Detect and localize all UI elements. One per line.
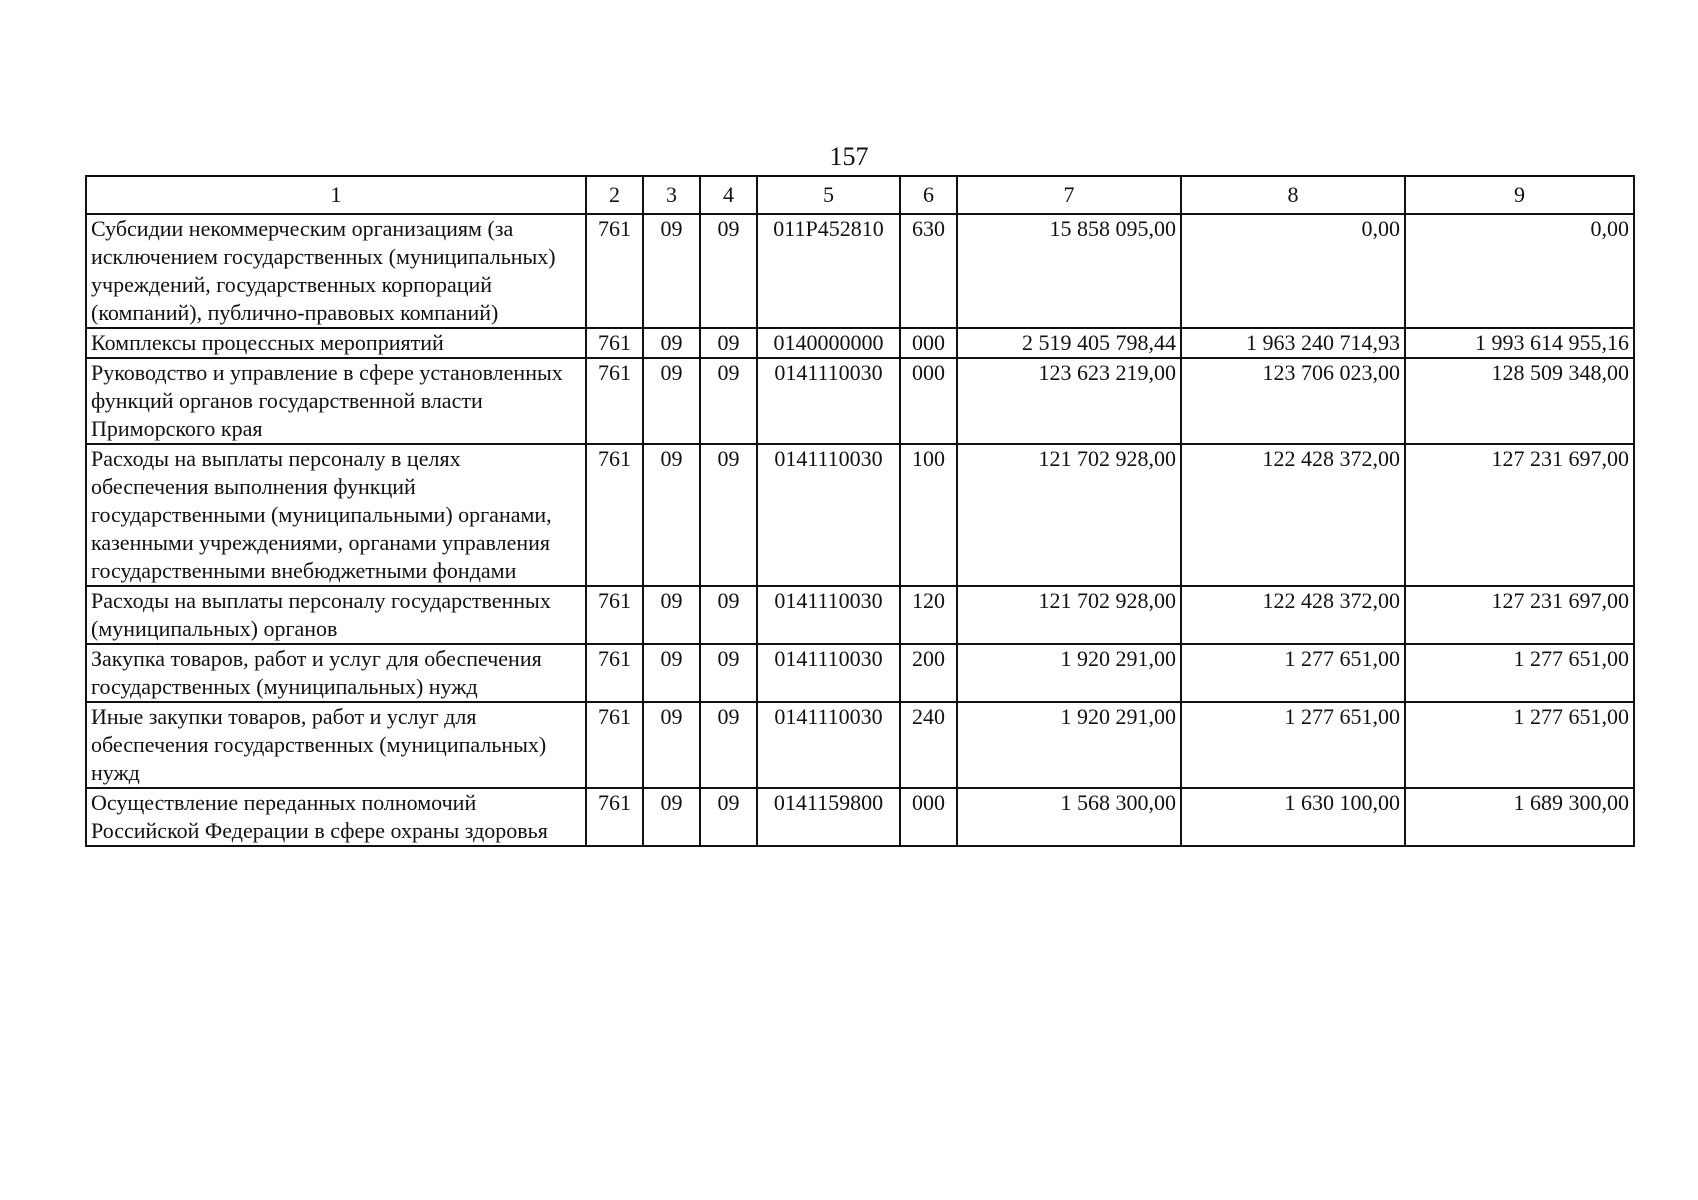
row-sum-3: 1 993 614 955,16 [1405, 328, 1634, 358]
table-row [86, 328, 1634, 358]
row-rz: 09 [643, 586, 700, 644]
column-header: 6 [900, 176, 957, 214]
row-rz: 09 [643, 214, 700, 328]
row-vr: 000 [900, 328, 957, 358]
row-csr: 0141110030 [757, 702, 900, 788]
row-csr: 0141110030 [757, 644, 900, 702]
row-rz: 09 [643, 328, 700, 358]
row-pr: 09 [700, 214, 757, 328]
table-row [86, 444, 1634, 586]
row-name: Руководство и управление в сфере установленных функций органов государственной власти Приморского края [86, 358, 586, 444]
row-csr: 0141110030 [757, 444, 900, 586]
column-header: 3 [643, 176, 700, 214]
row-pr: 09 [700, 328, 757, 358]
row-sum-2: 122 428 372,00 [1181, 586, 1405, 644]
column-header: 1 [86, 176, 586, 214]
table-row [86, 702, 1634, 788]
column-header: 9 [1405, 176, 1634, 214]
row-csr: 0140000000 [757, 328, 900, 358]
budget-table [85, 175, 1635, 847]
column-header: 5 [757, 176, 900, 214]
row-sum-3: 1 689 300,00 [1405, 788, 1634, 846]
row-name: Закупка товаров, работ и услуг для обеспечения государственных (муниципальных) нужд [86, 644, 586, 702]
row-vr: 120 [900, 586, 957, 644]
row-sum-2: 122 428 372,00 [1181, 444, 1405, 586]
row-sum-1: 123 623 219,00 [957, 358, 1181, 444]
column-number-row [86, 176, 1634, 214]
row-name: Расходы на выплаты персоналу в целях обеспечения выполнения функций государственными (муниципальными) органами, казенными учреждениями, органами управления государственными внебюджетными фондами [86, 444, 586, 586]
row-csr: 0141110030 [757, 586, 900, 644]
row-pr: 09 [700, 444, 757, 586]
row-name: Иные закупки товаров, работ и услуг для обеспечения государственных (муниципальных) нужд [86, 702, 586, 788]
row-sum-2: 1 630 100,00 [1181, 788, 1405, 846]
row-sum-1: 2 519 405 798,44 [957, 328, 1181, 358]
column-header: 8 [1181, 176, 1405, 214]
row-csr: 0141110030 [757, 358, 900, 444]
row-vr: 000 [900, 788, 957, 846]
row-sum-1: 1 568 300,00 [957, 788, 1181, 846]
row-ved: 761 [586, 586, 643, 644]
row-rz: 09 [643, 788, 700, 846]
row-ved: 761 [586, 444, 643, 586]
table-row [86, 214, 1634, 328]
row-vr: 100 [900, 444, 957, 586]
row-name: Осуществление переданных полномочий Российской Федерации в сфере охраны здоровья [86, 788, 586, 846]
row-vr: 240 [900, 702, 957, 788]
row-pr: 09 [700, 702, 757, 788]
row-csr: 011P452810 [757, 214, 900, 328]
row-ved: 761 [586, 214, 643, 328]
row-sum-3: 0,00 [1405, 214, 1634, 328]
row-csr: 0141159800 [757, 788, 900, 846]
row-ved: 761 [586, 702, 643, 788]
row-vr: 000 [900, 358, 957, 444]
row-rz: 09 [643, 358, 700, 444]
page-number: 157 [829, 142, 869, 171]
row-pr: 09 [700, 586, 757, 644]
row-rz: 09 [643, 702, 700, 788]
column-header: 4 [700, 176, 757, 214]
table-row [86, 644, 1634, 702]
row-name: Комплексы процессных мероприятий [86, 328, 586, 358]
row-pr: 09 [700, 788, 757, 846]
row-sum-3: 127 231 697,00 [1405, 444, 1634, 586]
row-rz: 09 [643, 444, 700, 586]
row-rz: 09 [643, 644, 700, 702]
table-row [86, 788, 1634, 846]
row-name: Расходы на выплаты персоналу государственных (муниципальных) органов [86, 586, 586, 644]
row-sum-1: 15 858 095,00 [957, 214, 1181, 328]
row-sum-2: 0,00 [1181, 214, 1405, 328]
row-sum-2: 123 706 023,00 [1181, 358, 1405, 444]
row-sum-2: 1 963 240 714,93 [1181, 328, 1405, 358]
row-ved: 761 [586, 788, 643, 846]
row-sum-3: 128 509 348,00 [1405, 358, 1634, 444]
row-vr: 200 [900, 644, 957, 702]
row-sum-3: 127 231 697,00 [1405, 586, 1634, 644]
table-row [86, 586, 1634, 644]
row-ved: 761 [586, 328, 643, 358]
column-header: 7 [957, 176, 1181, 214]
row-sum-3: 1 277 651,00 [1405, 644, 1634, 702]
row-vr: 630 [900, 214, 957, 328]
row-ved: 761 [586, 644, 643, 702]
column-header: 2 [586, 176, 643, 214]
row-ved: 761 [586, 358, 643, 444]
row-sum-1: 1 920 291,00 [957, 644, 1181, 702]
row-sum-1: 121 702 928,00 [957, 444, 1181, 586]
row-sum-2: 1 277 651,00 [1181, 644, 1405, 702]
row-sum-2: 1 277 651,00 [1181, 702, 1405, 788]
row-sum-1: 1 920 291,00 [957, 702, 1181, 788]
row-sum-1: 121 702 928,00 [957, 586, 1181, 644]
row-pr: 09 [700, 358, 757, 444]
row-sum-3: 1 277 651,00 [1405, 702, 1634, 788]
table-row [86, 358, 1634, 444]
row-pr: 09 [700, 644, 757, 702]
row-name: Субсидии некоммерческим организациям (за исключением государственных (муниципальных) учреждений, государственных корпораций (компаний), публично-правовых компаний) [86, 214, 586, 328]
